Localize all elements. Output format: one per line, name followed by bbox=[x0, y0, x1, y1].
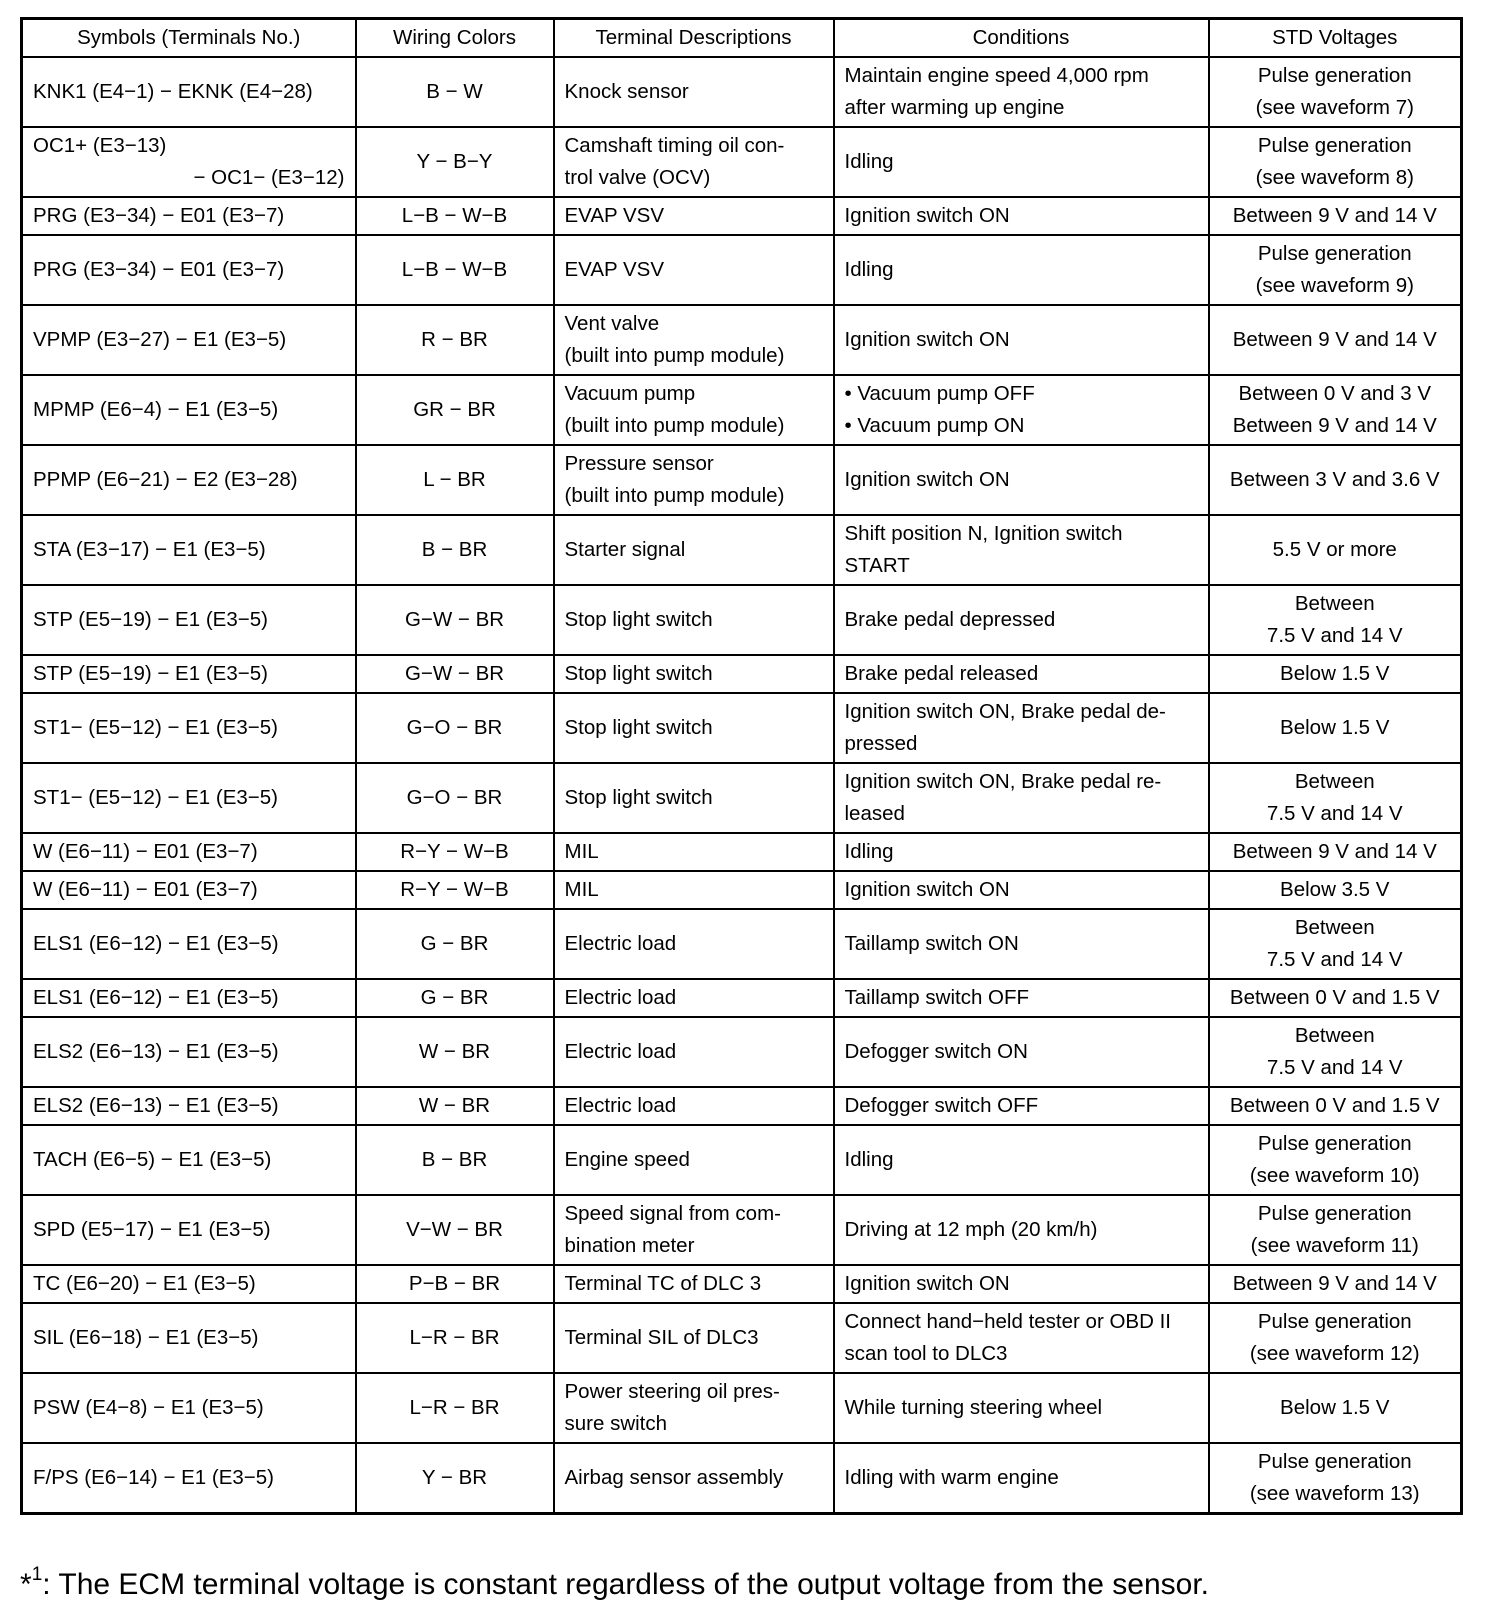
cell-wiring-colors: G − BR bbox=[356, 979, 554, 1017]
cell-wiring-colors: Y − BR bbox=[356, 1443, 554, 1514]
cell-wiring-colors: G−W − BR bbox=[356, 585, 554, 655]
cell-condition: Brake pedal depressed bbox=[834, 585, 1209, 655]
cell-condition: Shift position N, Ignition switch START bbox=[834, 515, 1209, 585]
table-header bbox=[22, 19, 1462, 58]
cell-std-voltage: Below 1.5 V bbox=[1209, 693, 1462, 763]
cell-std-voltage: Between 0 V and 1.5 V bbox=[1209, 1087, 1462, 1125]
cell-condition: • Vacuum pump OFF • Vacuum pump ON bbox=[834, 375, 1209, 445]
table-row bbox=[22, 445, 1462, 515]
cell-std-voltage: Pulse generation (see waveform 11) bbox=[1209, 1195, 1462, 1265]
cell-wiring-colors: P−B − BR bbox=[356, 1265, 554, 1303]
cell-wiring-colors: G−W − BR bbox=[356, 655, 554, 693]
symbol-line-2: − OC1− (E3−12) bbox=[193, 166, 345, 189]
cell-symbol: ELS2 (E6−13) − E1 (E3−5) bbox=[22, 1017, 356, 1087]
table-row bbox=[22, 515, 1462, 585]
cell-condition: Ignition switch ON bbox=[834, 305, 1209, 375]
cell-symbol: F/PS (E6−14) − E1 (E3−5) bbox=[22, 1443, 356, 1514]
cell-terminal-description: MIL bbox=[554, 871, 834, 909]
cell-symbol: ST1− (E5−12) − E1 (E3−5) bbox=[22, 763, 356, 833]
cell-terminal-description: Terminal TC of DLC 3 bbox=[554, 1265, 834, 1303]
table-row bbox=[22, 197, 1462, 235]
cell-terminal-description: EVAP VSV bbox=[554, 197, 834, 235]
cell-condition: Ignition switch ON bbox=[834, 197, 1209, 235]
cell-condition: Taillamp switch OFF bbox=[834, 979, 1209, 1017]
table-row bbox=[22, 305, 1462, 375]
cell-condition: Driving at 12 mph (20 km/h) bbox=[834, 1195, 1209, 1265]
cell-std-voltage: Between 3 V and 3.6 V bbox=[1209, 445, 1462, 515]
cell-condition: Ignition switch ON bbox=[834, 871, 1209, 909]
cell-condition: Ignition switch ON, Brake pedal de- pressed bbox=[834, 693, 1209, 763]
cell-symbol: MPMP (E6−4) − E1 (E3−5) bbox=[22, 375, 356, 445]
cell-terminal-description: Electric load bbox=[554, 979, 834, 1017]
cell-condition: Ignition switch ON bbox=[834, 445, 1209, 515]
cell-terminal-description: Vacuum pump (built into pump module) bbox=[554, 375, 834, 445]
cell-wiring-colors: B − BR bbox=[356, 1125, 554, 1195]
table-row bbox=[22, 979, 1462, 1017]
cell-std-voltage: Pulse generation (see waveform 13) bbox=[1209, 1443, 1462, 1514]
table-row bbox=[22, 235, 1462, 305]
cell-std-voltage: Between 7.5 V and 14 V bbox=[1209, 909, 1462, 979]
cell-terminal-description: Camshaft timing oil con- trol valve (OCV) bbox=[554, 127, 834, 197]
cell-condition: Idling bbox=[834, 1125, 1209, 1195]
cell-wiring-colors: G−O − BR bbox=[356, 763, 554, 833]
cell-std-voltage: Pulse generation (see waveform 12) bbox=[1209, 1303, 1462, 1373]
cell-symbol: SIL (E6−18) − E1 (E3−5) bbox=[22, 1303, 356, 1373]
cell-condition: Brake pedal released bbox=[834, 655, 1209, 693]
cell-condition: Idling bbox=[834, 235, 1209, 305]
cell-wiring-colors: G−O − BR bbox=[356, 693, 554, 763]
cell-terminal-description: Pressure sensor (built into pump module) bbox=[554, 445, 834, 515]
cell-wiring-colors: B − BR bbox=[356, 515, 554, 585]
cell-condition: Ignition switch ON, Brake pedal re- leased bbox=[834, 763, 1209, 833]
cell-wiring-colors: L−R − BR bbox=[356, 1303, 554, 1373]
table-row bbox=[22, 1087, 1462, 1125]
cell-condition: Taillamp switch ON bbox=[834, 909, 1209, 979]
table-row bbox=[22, 833, 1462, 871]
header-row bbox=[22, 19, 1462, 58]
cell-std-voltage: Below 1.5 V bbox=[1209, 1373, 1462, 1443]
cell-condition: Maintain engine speed 4,000 rpm after warming up engine bbox=[834, 57, 1209, 127]
cell-symbol: ELS2 (E6−13) − E1 (E3−5) bbox=[22, 1087, 356, 1125]
cell-std-voltage: Between 7.5 V and 14 V bbox=[1209, 1017, 1462, 1087]
cell-wiring-colors: G − BR bbox=[356, 909, 554, 979]
cell-std-voltage: Below 3.5 V bbox=[1209, 871, 1462, 909]
cell-symbol: TC (E6−20) − E1 (E3−5) bbox=[22, 1265, 356, 1303]
cell-terminal-description: MIL bbox=[554, 833, 834, 871]
table-row bbox=[22, 1017, 1462, 1087]
cell-std-voltage: Between 9 V and 14 V bbox=[1209, 1265, 1462, 1303]
cell-terminal-description: Starter signal bbox=[554, 515, 834, 585]
cell-condition: Ignition switch ON bbox=[834, 1265, 1209, 1303]
cell-wiring-colors: R−Y − W−B bbox=[356, 833, 554, 871]
table-row bbox=[22, 1265, 1462, 1303]
footnote-number: 1 bbox=[31, 1564, 43, 1585]
cell-wiring-colors: L−R − BR bbox=[356, 1373, 554, 1443]
cell-wiring-colors: B − W bbox=[356, 57, 554, 127]
cell-symbol: PRG (E3−34) − E01 (E3−7) bbox=[22, 235, 356, 305]
cell-terminal-description: Stop light switch bbox=[554, 655, 834, 693]
cell-terminal-description: Airbag sensor assembly bbox=[554, 1443, 834, 1514]
cell-symbol: STP (E5−19) − E1 (E3−5) bbox=[22, 655, 356, 693]
cell-condition: Connect hand−held tester or OBD II scan tool to DLC3 bbox=[834, 1303, 1209, 1373]
table-row bbox=[22, 1125, 1462, 1195]
footnote bbox=[20, 1561, 1209, 1602]
cell-terminal-description: Electric load bbox=[554, 909, 834, 979]
cell-std-voltage: Between 7.5 V and 14 V bbox=[1209, 585, 1462, 655]
cell-terminal-description: Stop light switch bbox=[554, 693, 834, 763]
cell-std-voltage: Between 9 V and 14 V bbox=[1209, 833, 1462, 871]
cell-std-voltage: Pulse generation (see waveform 10) bbox=[1209, 1125, 1462, 1195]
cell-symbol: KNK1 (E4−1) − EKNK (E4−28) bbox=[22, 57, 356, 127]
cell-symbol bbox=[22, 127, 356, 197]
cell-symbol: PSW (E4−8) − E1 (E3−5) bbox=[22, 1373, 356, 1443]
cell-terminal-description: Stop light switch bbox=[554, 585, 834, 655]
cell-terminal-description: EVAP VSV bbox=[554, 235, 834, 305]
cell-wiring-colors: W − BR bbox=[356, 1087, 554, 1125]
cell-wiring-colors: Y − B−Y bbox=[356, 127, 554, 197]
cell-wiring-colors: L−B − W−B bbox=[356, 235, 554, 305]
cell-condition: Idling bbox=[834, 127, 1209, 197]
table-row bbox=[22, 375, 1462, 445]
cell-terminal-description: Speed signal from com- bination meter bbox=[554, 1195, 834, 1265]
cell-terminal-description: Vent valve (built into pump module) bbox=[554, 305, 834, 375]
cell-std-voltage: Between 0 V and 3 V Between 9 V and 14 V bbox=[1209, 375, 1462, 445]
cell-symbol: PRG (E3−34) − E01 (E3−7) bbox=[22, 197, 356, 235]
table-row bbox=[22, 1443, 1462, 1514]
cell-std-voltage: 5.5 V or more bbox=[1209, 515, 1462, 585]
symbol-line-1: OC1+ (E3−13) bbox=[33, 134, 167, 157]
cell-std-voltage: Pulse generation (see waveform 7) bbox=[1209, 57, 1462, 127]
cell-symbol: STA (E3−17) − E1 (E3−5) bbox=[22, 515, 356, 585]
table-row bbox=[22, 1195, 1462, 1265]
cell-terminal-description: Electric load bbox=[554, 1087, 834, 1125]
cell-symbol: ELS1 (E6−12) − E1 (E3−5) bbox=[22, 909, 356, 979]
cell-terminal-description: Engine speed bbox=[554, 1125, 834, 1195]
cell-symbol: TACH (E6−5) − E1 (E3−5) bbox=[22, 1125, 356, 1195]
footnote-text: : The ECM terminal voltage is constant regardless of the output voltage from the sensor. bbox=[42, 1568, 1209, 1601]
table-row bbox=[22, 655, 1462, 693]
cell-std-voltage: Between 7.5 V and 14 V bbox=[1209, 763, 1462, 833]
cell-wiring-colors: W − BR bbox=[356, 1017, 554, 1087]
cell-symbol: STP (E5−19) − E1 (E3−5) bbox=[22, 585, 356, 655]
cell-terminal-description: Stop light switch bbox=[554, 763, 834, 833]
cell-wiring-colors: L−B − W−B bbox=[356, 197, 554, 235]
cell-condition: Defogger switch OFF bbox=[834, 1087, 1209, 1125]
cell-wiring-colors: L − BR bbox=[356, 445, 554, 515]
cell-symbol: PPMP (E6−21) − E2 (E3−28) bbox=[22, 445, 356, 515]
cell-std-voltage: Between 9 V and 14 V bbox=[1209, 197, 1462, 235]
terminal-voltage-sheet bbox=[20, 17, 1460, 1515]
cell-wiring-colors: R−Y − W−B bbox=[356, 871, 554, 909]
cell-wiring-colors: GR − BR bbox=[356, 375, 554, 445]
cell-symbol: VPMP (E3−27) − E1 (E3−5) bbox=[22, 305, 356, 375]
table-row bbox=[22, 763, 1462, 833]
cell-std-voltage: Pulse generation (see waveform 9) bbox=[1209, 235, 1462, 305]
table-row bbox=[22, 127, 1462, 197]
cell-symbol: ST1− (E5−12) − E1 (E3−5) bbox=[22, 693, 356, 763]
header-terminal-descriptions: Terminal Descriptions bbox=[554, 19, 834, 58]
ecm-terminals-table bbox=[20, 17, 1463, 1515]
cell-symbol: ELS1 (E6−12) − E1 (E3−5) bbox=[22, 979, 356, 1017]
cell-condition: Defogger switch ON bbox=[834, 1017, 1209, 1087]
cell-terminal-description: Knock sensor bbox=[554, 57, 834, 127]
header-conditions: Conditions bbox=[834, 19, 1209, 58]
table-row bbox=[22, 1373, 1462, 1443]
cell-condition: Idling bbox=[834, 833, 1209, 871]
cell-condition: Idling with warm engine bbox=[834, 1443, 1209, 1514]
header-std-voltages: STD Voltages bbox=[1209, 19, 1462, 58]
header-wiring-colors: Wiring Colors bbox=[356, 19, 554, 58]
cell-terminal-description: Power steering oil pres- sure switch bbox=[554, 1373, 834, 1443]
table-row bbox=[22, 585, 1462, 655]
cell-wiring-colors: V−W − BR bbox=[356, 1195, 554, 1265]
cell-symbol: W (E6−11) − E01 (E3−7) bbox=[22, 833, 356, 871]
cell-std-voltage: Below 1.5 V bbox=[1209, 655, 1462, 693]
cell-symbol: SPD (E5−17) − E1 (E3−5) bbox=[22, 1195, 356, 1265]
table-row bbox=[22, 909, 1462, 979]
cell-terminal-description: Terminal SIL of DLC3 bbox=[554, 1303, 834, 1373]
cell-terminal-description: Electric load bbox=[554, 1017, 834, 1087]
table-row bbox=[22, 57, 1462, 127]
footnote-marker: * bbox=[20, 1568, 32, 1601]
cell-std-voltage: Pulse generation (see waveform 8) bbox=[1209, 127, 1462, 197]
table-body bbox=[22, 57, 1462, 1514]
cell-symbol: W (E6−11) − E01 (E3−7) bbox=[22, 871, 356, 909]
cell-std-voltage: Between 9 V and 14 V bbox=[1209, 305, 1462, 375]
table-row bbox=[22, 693, 1462, 763]
table-row bbox=[22, 1303, 1462, 1373]
cell-wiring-colors: R − BR bbox=[356, 305, 554, 375]
table-row bbox=[22, 871, 1462, 909]
cell-std-voltage: Between 0 V and 1.5 V bbox=[1209, 979, 1462, 1017]
header-symbols: Symbols (Terminals No.) bbox=[22, 19, 356, 58]
cell-condition: While turning steering wheel bbox=[834, 1373, 1209, 1443]
